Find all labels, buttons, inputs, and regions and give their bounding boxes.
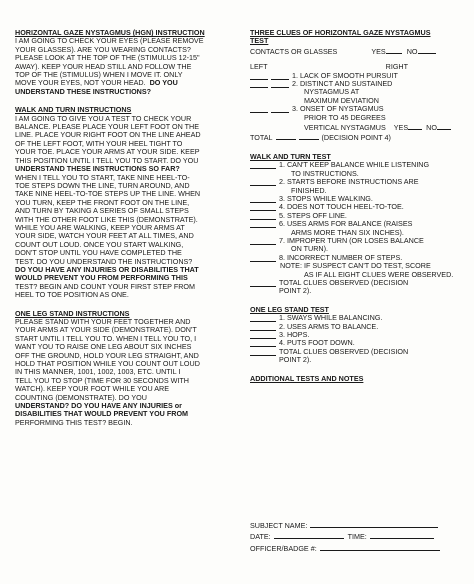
walk-turn-note (250, 262, 464, 279)
yes-label: YES (371, 46, 386, 56)
checklist-blank[interactable] (250, 323, 276, 331)
subject-row (250, 520, 464, 530)
clue-3-line: PRIOR TO 45 DEGREES (304, 112, 386, 122)
checklist-blank[interactable] (250, 212, 276, 220)
checklist-text (279, 220, 464, 237)
one-leg-test-title: ONE LEG STAND TEST (250, 304, 329, 314)
total-label: TOTAL (250, 133, 273, 143)
checklist-line: ON TURN). (291, 244, 329, 254)
instruction-line: WHILE YOU ARE WALKING, KEEP YOUR ARMS AT (15, 222, 185, 232)
instruction-line: UNDERSTAND? DO YOU HAVE ANY INJURIES or (15, 401, 182, 411)
total-right-blank[interactable] (299, 132, 319, 140)
walk-turn-total-text (279, 279, 464, 296)
checklist-line: 2. STARTS BEFORE INSTRUCTIONS ARE (279, 177, 419, 187)
no-label: NO (426, 123, 437, 133)
instruction-line: PLEASE STAND WITH YOUR FEET TOGETHER AND (15, 317, 191, 326)
checklist-text (279, 178, 464, 195)
clue-2-left-blank[interactable] (250, 80, 268, 88)
total-line: POINT 2). (279, 355, 312, 365)
yes-label: YES (393, 123, 409, 133)
instruction-line: HEEL TO TOE POSITION AS ONE. (15, 290, 129, 300)
instruction-line: HOLD THAT POSITION WHILE YOU COUNT OUT LOUD (15, 359, 200, 369)
checklist-blank[interactable] (250, 195, 276, 203)
instruction-line: YOUR ARMS AT YOUR SIDE (DEMONSTRATE). DON'T (15, 325, 197, 335)
one-leg-test-items (250, 314, 464, 348)
instruction-line: WITH THE OTHER FOOT LIKE THIS (DEMONSTRATE). (15, 214, 198, 224)
decision-point-4: (DECISION POINT 4) (321, 133, 391, 143)
instruction-line: YOUR TOE. PLACE YOUR ARMS AT YOUR SIDE. KEEP (15, 147, 200, 157)
clue-3-left-blank[interactable] (250, 105, 268, 113)
three-clues-title: THREE CLUES OF HORIZONTAL GAZE NYSTAGMUS (250, 28, 431, 37)
walk-turn-instructions-body (15, 115, 227, 300)
no-label: NO (406, 46, 418, 56)
instruction-line: WANT YOU TO RAISE ONE LEG ABOUT SIX INCHES (15, 342, 192, 352)
checklist-blank[interactable] (250, 178, 276, 186)
clue-1-text: 1. LACK OF SMOOTH PURSUIT (292, 70, 398, 80)
instruction-line: I AM GOING TO GIVE YOU A TEST TO CHECK YOUR (15, 113, 192, 123)
instruction-line: UNDERSTAND THESE INSTRUCTIONS SO FAR? (15, 164, 180, 174)
instruction-line: TEST? BEGIN AND COUNT YOUR FIRST STEP FROM (15, 281, 195, 291)
checklist-line: ARMS MORE THAN SIX INCHES). (291, 227, 404, 237)
instruction-line: TAKE NINE HEEL-TO-TOE STEPS UP THE LINE. WHEN (15, 189, 201, 199)
time-field[interactable] (370, 531, 434, 539)
hgn-instructions-body (15, 37, 227, 96)
additional-tests-title: ADDITIONAL TESTS AND NOTES (250, 373, 364, 383)
one-leg-instructions-body (15, 318, 227, 427)
checklist-line: FINISHED. (291, 185, 327, 195)
instruction-line: PERFORMING THIS TEST? BEGIN. (15, 417, 133, 427)
vertical-no-blank[interactable] (437, 122, 451, 130)
officer-row (250, 543, 464, 553)
checklist-text: 1. SWAYS WHILE BALANCING. (279, 313, 383, 323)
hgn-line: AWAY). KEEP YOUR HEAD STILL AND FOLLOW THE (15, 61, 192, 71)
clue-1-left-blank[interactable] (250, 72, 268, 80)
total-line: POINT 2). (279, 286, 312, 296)
total-left-blank[interactable] (276, 132, 296, 140)
instruction-line: COUNT OUT LOUD. ONCE YOU START WALKING, (15, 239, 184, 249)
clue-3-right-blank[interactable] (271, 105, 289, 113)
checklist-line: 4. DOES NOT TOUCH HEEL-TO-TOE. (279, 202, 404, 212)
instruction-line: DISABILITIES THAT WOULD PREVENT YOU FROM (15, 409, 189, 419)
checklist-line: 5. STEPS OFF LINE. (279, 210, 347, 220)
checklist-line: 1. CAN'T KEEP BALANCE WHILE LISTENING (279, 160, 430, 170)
contacts-yes-blank[interactable] (386, 46, 402, 54)
checklist-blank[interactable] (250, 331, 276, 339)
officer-label: OFFICER/BADGE #: (250, 543, 317, 553)
left-label: LEFT (250, 62, 268, 72)
instruction-line: OF THE LEFT FOOT, WITH YOUR HEEL TIGHT TO (15, 138, 183, 148)
total-line: TOTAL CLUES OBSERVED (DECISION (279, 277, 409, 287)
clue-2-right-blank[interactable] (271, 80, 289, 88)
instruction-line: COUNTING (DEMONSTRATE). DO YOU (15, 392, 147, 402)
instruction-line: YOUR SIDE, WATCH YOUR FEET AT ALL TIMES, AND (15, 231, 194, 241)
checklist-line: 6. USES ARMS FOR BALANCE (RAISES (279, 219, 413, 229)
checklist-text: 2. USES ARMS TO BALANCE. (279, 321, 379, 331)
checklist-line: 8. INCORRECT NUMBER OF STEPS. (279, 252, 403, 262)
checklist-blank[interactable] (250, 254, 276, 262)
clue-2-row (250, 80, 464, 105)
instruction-line: WATCH). KEEP YOUR FOOT WHILE YOU ARE (15, 384, 170, 394)
checklist-line: 7. IMPROPER TURN (OR LOSES BALANCE (279, 235, 424, 245)
clue-3-row (250, 105, 464, 122)
note-line: AS IF ALL EIGHT CLUES WERE OBSERVED. (304, 269, 454, 279)
vertical-row (250, 122, 464, 132)
walk-turn-total-blank[interactable] (250, 279, 276, 287)
hgn-instructions-title: HORIZONTAL GAZE NYSTAGMUS (HGN) INSTRUCTION (15, 28, 205, 37)
checklist-item (250, 220, 464, 237)
clue-2-line: MAXIMUM DEVIATION (304, 95, 379, 105)
signature-block (250, 520, 464, 554)
instruction-line: LINE. PLACE YOUR RIGHT FOOT ON THE LINE AHEAD (15, 130, 201, 140)
checklist-text (279, 161, 464, 178)
time-label: TIME: (347, 532, 367, 542)
checklist-line: TO INSTRUCTIONS. (291, 168, 359, 178)
one-leg-total-row (250, 348, 464, 365)
instruction-line: TELL YOU TO STOP (TIME FOR 30 SECONDS WITH (15, 375, 189, 385)
contacts-row (250, 46, 464, 56)
clue-1-right-blank[interactable] (271, 72, 289, 80)
date-field[interactable] (274, 531, 344, 539)
instruction-line: TOE STEPS DOWN THE LINE, TURN AROUND, AND (15, 180, 190, 190)
checklist-text: 4. PUTS FOOT DOWN. (279, 338, 355, 348)
vertical-label: VERTICAL NYSTAGMUS (304, 123, 386, 133)
instruction-line: BALANCE. PLEASE PLACE YOUR LEFT FOOT ON THE (15, 122, 200, 132)
checklist-text: 3. HOPS. (279, 330, 310, 339)
instruction-line: OFF THE GROUND, HOLD YOUR LEG STRAIGHT, AND (15, 350, 199, 360)
total-line: TOTAL CLUES OBSERVED (DECISION (279, 346, 409, 356)
instruction-line: AND TURN BY TAKING A SERIES OF SMALL STEPS (15, 206, 189, 216)
clue-2-line: 2. DISTINCT AND SUSTAINED (292, 79, 393, 89)
vertical-yes-blank[interactable] (408, 122, 422, 130)
checklist-blank[interactable] (250, 339, 276, 347)
date-time-row (250, 531, 464, 541)
officer-badge-field[interactable] (320, 543, 440, 551)
left-column (15, 29, 227, 427)
checklist-blank[interactable] (250, 203, 276, 211)
three-clues-title-line2: TEST (250, 36, 269, 46)
checklist-item (250, 178, 464, 195)
hgn-line: YOUR GLASSES). ARE YOU WEARING CONTACTS? (15, 44, 191, 54)
checklist-blank[interactable] (250, 314, 276, 322)
right-label: RIGHT (385, 62, 408, 72)
clue-3-line: 3. ONSET OF NYSTAGMUS (292, 104, 384, 114)
hgn-line: PLEASE LOOK AT THE TOP OF THE (STIMULUS 12-15" (15, 53, 200, 63)
one-leg-total-blank[interactable] (250, 348, 276, 356)
instruction-line: START UNTIL I TELL YOU TO. WHEN I TELL YOU TO, I (15, 333, 197, 343)
walk-turn-total-row (250, 279, 464, 296)
instruction-line: DO YOU HAVE ANY INJURIES OR DISABILITIES THAT (15, 264, 199, 274)
checklist-text (279, 237, 464, 254)
instruction-line: THIS POSITION UNTIL I TELL YOU TO START. DO YOU (15, 155, 199, 165)
checklist-line: 3. STOPS WHILE WALKING. (279, 193, 373, 203)
instruction-line: DON'T STOP UNTIL YOU HAVE COMPLETED THE (15, 248, 182, 258)
instruction-line: WHEN I TELL YOU TO START, TAKE NINE HEEL-TO- (15, 172, 190, 182)
checklist-item (250, 237, 464, 254)
hgn-question: DO YOU (149, 78, 178, 88)
one-leg-total-text (279, 348, 464, 365)
checklist-blank[interactable] (250, 161, 276, 169)
instruction-line: TEST. DO YOU UNDERSTAND THE INSTRUCTIONS? (15, 256, 193, 266)
instruction-line: IN THIS MANNER, 1001, 1002, 1003, ETC. UNTIL I (15, 367, 181, 377)
checklist-item (250, 161, 464, 178)
subject-name-field[interactable] (310, 520, 438, 528)
contacts-label: CONTACTS OR GLASSES (250, 46, 338, 56)
hgn-total-row (250, 132, 464, 142)
checklist-blank[interactable] (250, 220, 276, 228)
clue-2-text (292, 80, 464, 105)
hgn-line: I AM GOING TO CHECK YOUR EYES (PLEASE REMOVE (15, 36, 204, 46)
date-label: DATE: (250, 532, 271, 542)
walk-turn-test-items (250, 161, 464, 262)
checklist-blank[interactable] (250, 237, 276, 245)
instruction-line: WOULD PREVENT YOU FROM PERFORMING THIS (15, 273, 188, 283)
clue-2-line: NYSTAGMUS AT (304, 87, 360, 97)
instruction-line: YOU TURN, KEEP THE FRONT FOOT ON THE LINE, (15, 197, 190, 207)
right-column (250, 29, 464, 383)
contacts-no-blank[interactable] (418, 46, 436, 54)
one-leg-instructions-title: ONE LEG STAND INSTRUCTIONS (15, 308, 130, 318)
walk-turn-instructions-title: WALK AND TURN INSTRUCTIONS (15, 105, 132, 115)
hgn-line: TOP OF THE (STIMULUS) WHEN I MOVE IT. ONLY (15, 70, 183, 80)
walk-turn-test-title: WALK AND TURN TEST (250, 151, 331, 161)
hgn-line-text: MOVE YOUR EYES, NOT YOUR HEAD. (15, 78, 146, 88)
hgn-question-line2: UNDERSTAND THESE INSTRUCTIONS? (15, 86, 152, 96)
clue-3-text (292, 105, 464, 122)
note-line: NOTE: IF SUSPECT CAN'T DO TEST, SCORE (280, 261, 431, 271)
subject-label: SUBJECT NAME: (250, 521, 308, 530)
